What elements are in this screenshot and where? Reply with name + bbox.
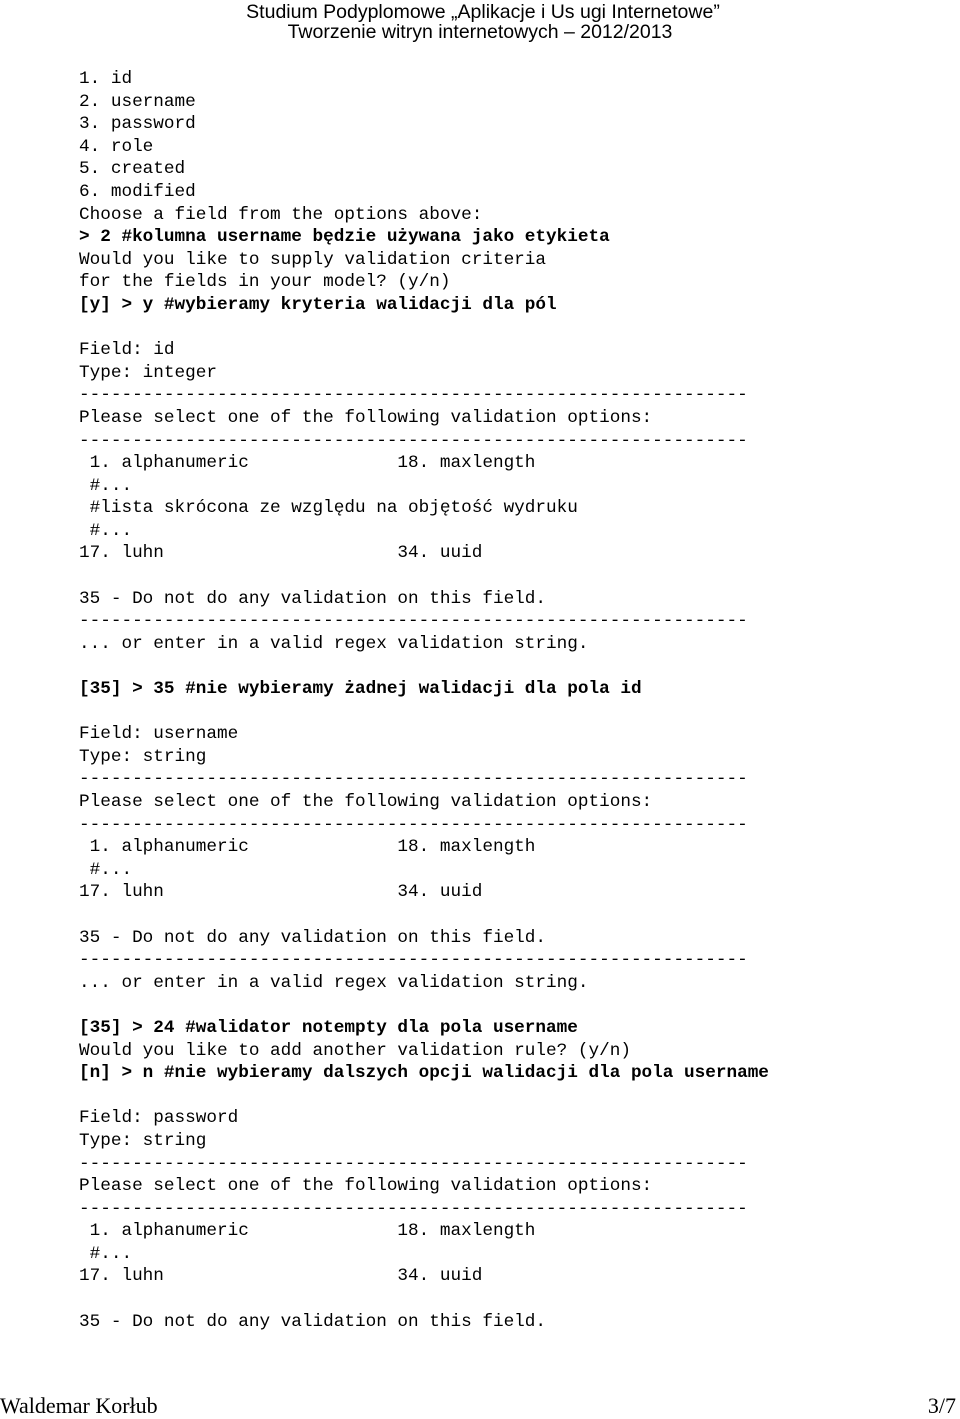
console-line: > 2 #kolumna username będzie używana jako etykieta <box>79 227 610 248</box>
console-line: 1. alphanumeric 18. maxlength <box>79 837 536 858</box>
console-line: #... <box>79 475 133 496</box>
console-line: 2. username <box>79 91 196 112</box>
console-line <box>79 1085 769 1108</box>
header-subtitle: Tworzenie witryn internetowych – 2012/2013 <box>287 21 673 43</box>
console-line: Type: string <box>79 746 207 767</box>
console-listing <box>79 68 769 1333</box>
console-line: 1. alphanumeric 18. maxlength <box>79 453 536 474</box>
console-line: [35] > 35 #nie wybieramy żadnej walidacji dla pola id <box>79 679 642 700</box>
console-line: Please select one of the following validation options: <box>79 792 653 812</box>
console-line: 17. luhn 34. uuid <box>79 882 483 903</box>
separator-line: --------------------------------------------------------------- <box>79 1153 748 1174</box>
console-line: Type: string <box>79 1130 207 1151</box>
console-line: #... <box>79 520 133 541</box>
console-line: Would you like to supply validation criteria <box>79 249 547 270</box>
console-line: #... <box>79 859 133 880</box>
footer-author: Waldemar Korłub <box>0 1393 158 1418</box>
console-line <box>79 317 769 340</box>
console-line: Field: username <box>79 724 239 745</box>
console-line: Type: integer <box>79 362 217 383</box>
console-line: Please select one of the following validation options: <box>79 407 653 428</box>
console-line: 35 - Do not do any validation on this field. <box>79 588 547 609</box>
console-line: 35 - Do not do any validation on this field. <box>79 1311 547 1332</box>
console-line: Would you like to add another validation rule? (y/n) <box>79 1040 631 1061</box>
console-line: #... <box>79 1243 133 1264</box>
console-line: #lista skrócona ze względu na objętość wydruku <box>79 498 578 519</box>
console-line: Field: id <box>79 340 175 361</box>
console-line <box>79 1288 769 1311</box>
separator-line: --------------------------------------------------------------- <box>79 385 748 406</box>
console-line <box>79 565 769 588</box>
separator-line: --------------------------------------------------------------- <box>79 430 748 451</box>
console-line: 1. id <box>79 69 133 89</box>
console-line: [n] > n #nie wybieramy dalszych opcji walidacji dla pola username <box>79 1063 769 1084</box>
separator-line: --------------------------------------------------------------- <box>79 611 748 632</box>
console-line <box>79 994 769 1017</box>
console-line: 5. created <box>79 159 186 180</box>
separator-line: --------------------------------------------------------------- <box>79 950 748 971</box>
console-line: [y] > y #wybieramy kryteria walidacji dla pól <box>79 294 557 315</box>
footer-page-number: 3/7 <box>927 1393 956 1418</box>
separator-line: --------------------------------------------------------------- <box>79 814 748 835</box>
console-line <box>79 904 769 927</box>
console-line: 35 - Do not do any validation on this field. <box>79 927 547 948</box>
header-title: Studium Podyplomowe „Aplikacje i Us ugi Internetowe” <box>246 1 720 23</box>
console-line <box>79 655 769 678</box>
console-line: ... or enter in a valid regex validation string. <box>79 972 589 993</box>
console-line: 1. alphanumeric 18. maxlength <box>79 1221 536 1242</box>
console-line: 3. password <box>79 114 196 135</box>
console-line: [35] > 24 #walidator notempty dla pola username <box>79 1017 578 1038</box>
separator-line: --------------------------------------------------------------- <box>79 1198 748 1219</box>
console-line: 17. luhn 34. uuid <box>79 543 483 564</box>
console-line: 4. role <box>79 136 154 157</box>
console-line: 17. luhn 34. uuid <box>79 1266 483 1287</box>
console-line: for the fields in your model? (y/n) <box>79 272 451 293</box>
console-line: 6. modified <box>79 181 196 202</box>
console-line: ... or enter in a valid regex validation string. <box>79 633 589 654</box>
separator-line: --------------------------------------------------------------- <box>79 769 748 790</box>
console-line: Choose a field from the options above: <box>79 204 483 225</box>
console-line: Please select one of the following validation options: <box>79 1176 653 1197</box>
console-line: Field: password <box>79 1108 239 1129</box>
console-line <box>79 701 769 724</box>
